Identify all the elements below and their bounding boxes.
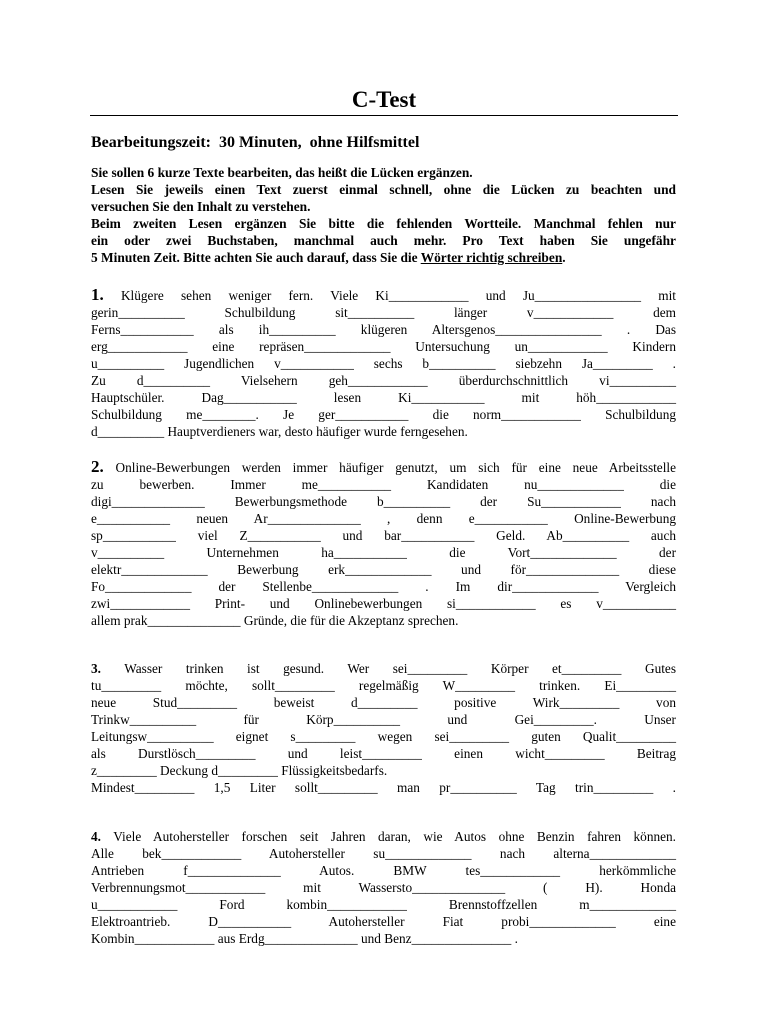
text-line: u____________ Ford kombin____________ Brennstoffzellen m_____________	[91, 897, 676, 912]
text-line: Kombin____________ aus Erdg______________ und Benz_______________ .	[91, 931, 518, 946]
text-line	[91, 458, 676, 476]
text-line: gerin__________ Schulbildung sit__________ länger v____________ dem	[91, 305, 676, 320]
instruction-text: 5 Minuten Zeit. Bitte achten Sie auch darauf, dass Sie die	[91, 250, 421, 265]
text-number: 3.	[91, 661, 101, 676]
instruction-line: Lesen Sie jeweils einen Text zuerst einmal schnell, ohne die Lücken zu beachten und	[91, 182, 676, 197]
text-line: e___________ neuen Ar______________ , denn e___________ Online-Bewerbung	[91, 511, 676, 526]
text-line: Zu d__________ Vielsehern geh____________ überdurchschnittlich vi__________	[91, 373, 676, 388]
text-line-content: Viele Autohersteller forschen seit Jahren daran, wie Autos ohne Benzin fahren können.	[100, 829, 676, 844]
instruction-line: ein oder zwei Buchstaben, manchmal auch mehr. Pro Text haben Sie ungefähr	[91, 233, 676, 248]
text-number: 1.	[91, 285, 104, 304]
text-block-2	[91, 458, 676, 629]
text-line: Verbrennungsmot____________ mit Wassersto______________ ( H). Honda	[91, 880, 676, 895]
text-number: 4.	[91, 829, 101, 844]
page-title: C-Test	[351, 87, 417, 112]
text-line: d__________ Hauptverdieners war, desto häufiger wurde ferngesehen.	[91, 424, 468, 439]
text-line: Elektroantrieb. D___________ Autohersteller Fiat probi_____________ eine	[91, 914, 676, 929]
text-line	[91, 828, 676, 845]
text-line-content: Klügere sehen weniger fern. Viele Ki____________ und Ju________________ mit	[103, 288, 676, 303]
text-line: Schulbildung me________. Je ger___________ die norm____________ Schulbildung	[91, 407, 676, 422]
instruction-underlined: Wörter richtig schreiben	[420, 250, 563, 265]
text-line: als Durstlösch_________ und leist_________ einen wicht_________ Beitrag	[91, 746, 676, 761]
text-block-4	[91, 828, 676, 947]
text-line: Alle bek____________ Autohersteller su_____________ nach alterna_____________	[91, 846, 676, 861]
text-line: Ferns___________ als ih__________ klügeren Altersgenos________________ . Das	[91, 322, 676, 337]
instruction-text: .	[562, 250, 566, 265]
instruction-line-last	[91, 249, 676, 266]
text-line: Mindest_________ 1,5 Liter sollt_________ man pr__________ Tag trin_________ .	[91, 780, 676, 795]
text-line: Leitungsw__________ eignet s_________ wegen sei_________ guten Qualit_________	[91, 729, 676, 744]
text-line: allem prak______________ Gründe, die für die Akzeptanz sprechen.	[91, 613, 459, 628]
instruction-line: Sie sollen 6 kurze Texte bearbeiten, das heißt die Lücken ergänzen.	[91, 165, 473, 180]
text-number: 2.	[91, 457, 104, 476]
text-block-3	[91, 660, 676, 796]
text-line: z_________ Deckung d_________ Flüssigkeitsbedarfs.	[91, 763, 388, 778]
text-line: zwi____________ Print- und Onlinebewerbungen si____________ es v___________	[91, 596, 676, 611]
text-line: Fo_____________ der Stellenbe_____________ . Im dir_____________ Vergleich	[91, 579, 676, 594]
text-line: Trinkw__________ für Körp__________ und Gei_________. Unser	[91, 712, 676, 727]
text-line	[91, 660, 676, 677]
text-line: digi______________ Bewerbungsmethode b__________ der Su____________ nach	[91, 494, 676, 509]
text-line: elektr_____________ Bewerbung erk_____________ und för______________ diese	[91, 562, 676, 577]
text-line: zu bewerben. Immer me___________ Kandidaten nu_____________ die	[91, 477, 676, 492]
text-line: Hauptschüler. Dag___________ lesen Ki___________ mit höh____________	[91, 390, 676, 405]
time-limit-heading: Bearbeitungszeit: 30 Minuten, ohne Hilfsmittel	[91, 134, 420, 151]
text-line: Antrieben f______________ Autos. BMW tes____________ herkömmliche	[91, 863, 676, 878]
instruction-line: Beim zweiten Lesen ergänzen Sie bitte die fehlenden Wortteile. Manchmal fehlen nur	[91, 216, 676, 231]
instructions	[91, 164, 676, 266]
text-line: v__________ Unternehmen ha___________ die Vort_____________ der	[91, 545, 676, 560]
title-divider	[90, 115, 678, 116]
text-line: erg____________ eine repräsen_____________ Untersuchung un____________ Kindern	[91, 339, 676, 354]
text-line: neue Stud_________ beweist d_________ positive Wirk_________ von	[91, 695, 676, 710]
text-line-content: Wasser trinken ist gesund. Wer sei_________ Körper et_________ Gutes	[100, 661, 676, 676]
text-block-1	[91, 286, 676, 440]
text-line: tu_________ möchte, sollt_________ regelmäßig W_________ trinken. Ei_________	[91, 678, 676, 693]
text-line: u__________ Jugendlichen v___________ sechs b__________ siebzehn Ja_________ .	[91, 356, 676, 371]
text-line	[91, 286, 676, 304]
text-line-content: Online-Bewerbungen werden immer häufiger genutzt, um sich für eine neue Arbeitsstelle	[103, 460, 676, 475]
text-line: sp___________ viel Z___________ und bar___________ Geld. Ab__________ auch	[91, 528, 676, 543]
instruction-line: versuchen Sie den Inhalt zu verstehen.	[91, 199, 311, 214]
